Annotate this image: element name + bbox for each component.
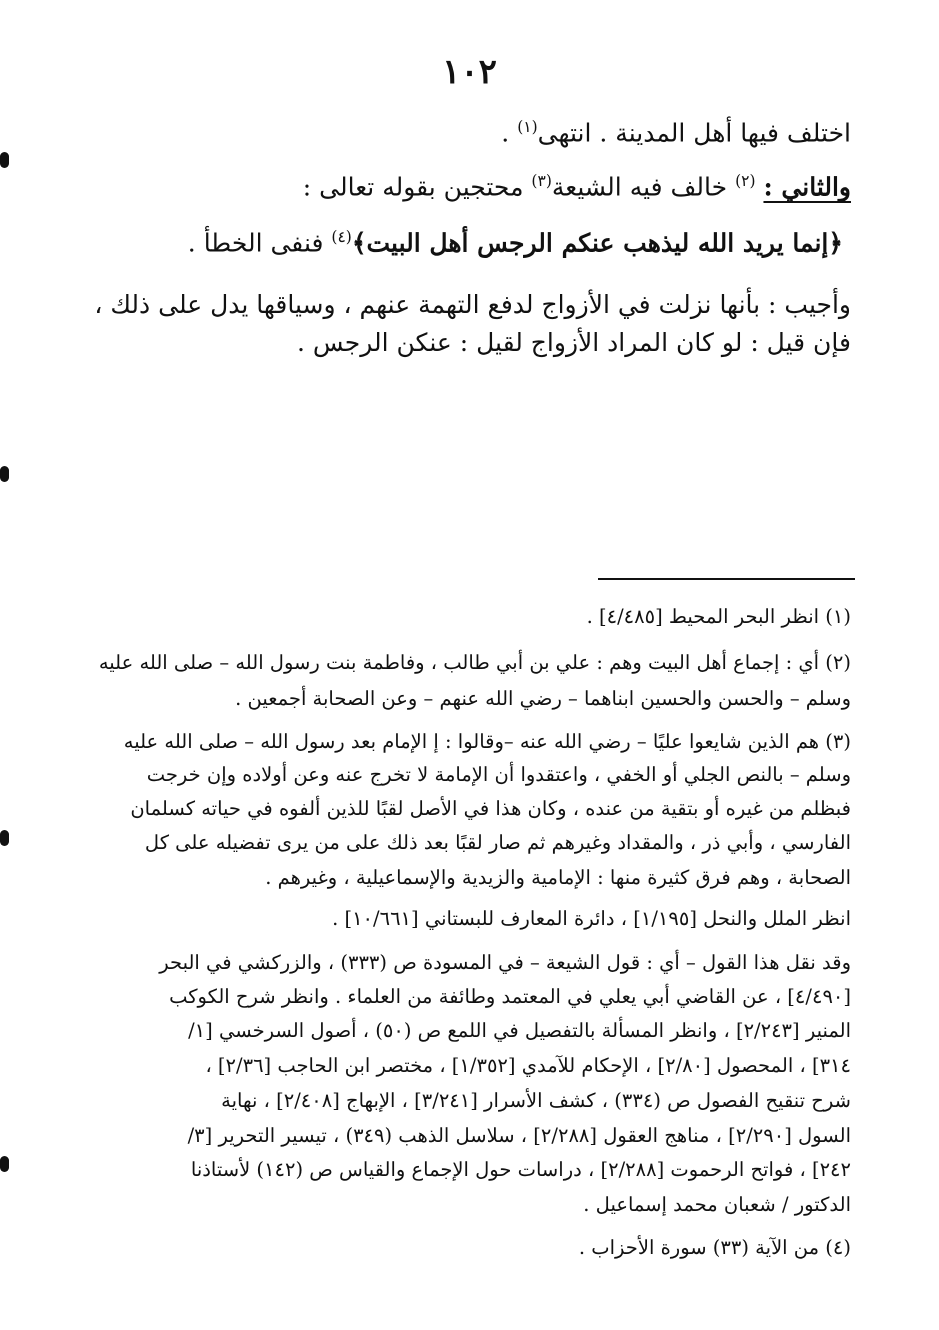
footnote-line: ٢٤٢] ، فواتح الرحموت [٢/٢٨٨] ، دراسات حول الإجماع والقياس ص (١٤٢) لأستاذنا	[190, 1158, 851, 1181]
scan-edge-mark	[0, 152, 9, 168]
footnote-line: [٤/٤٩٠] ، عن القاضي أبي يعلي في المعتمد وطائفة من العلماء . وانظر شرح الكوكب	[169, 985, 851, 1008]
footnote-line: انظر الملل والنحل [١/١٩٥] ، دائرة المعارف للبستاني [١٠/٦٦١] .	[332, 907, 851, 930]
scan-edge-mark	[0, 1156, 9, 1172]
body-line-5: فإن قيل : لو كان المراد الأزواج لقيل : عنكن الرجس .	[296, 328, 851, 357]
footnote-line: الدكتور / شعبان محمد إسماعيل .	[583, 1193, 851, 1216]
verse-after-text: فنفى الخطأ .	[187, 228, 324, 258]
footnote-line: السول [٢/٢٩٠] ، مناهج العقول [٢/٢٨٨] ، سلاسل الذهب (٣٤٩) ، تيسير التحرير [٣/	[187, 1124, 851, 1147]
body-line-1-end: .	[501, 118, 510, 148]
body-line-2-text-a: خالف فيه الشيعة	[551, 172, 728, 202]
footnote-line: الصحابة ، وهم فرق كثيرة منها : الإمامية والزيدية والإسماعيلية ، وغيرهم .	[265, 866, 851, 889]
quran-verse-line	[188, 228, 843, 257]
body-line-2-text-b: محتجين بقوله تعالى :	[302, 172, 524, 202]
body-line-1-text: اختلف فيها أهل المدينة . انتهى	[537, 118, 851, 148]
footnote-line: وسلم – والحسن والحسين ابناهما – رضي الله عنهم – وعن الصحابة أجمعين .	[235, 687, 851, 710]
footnote-line: وقد نقل هذا القول – أي : قول الشيعة – في المسودة ص (٣٣٣) ، والزركشي في البحر	[159, 951, 851, 974]
footnote-line: (٢) أي : إجماع أهل البيت وهم : علي بن أبي طالب ، وفاطمة بنت رسول الله – صلى الله عليه	[98, 651, 851, 674]
footnote-line: فبظلم من غيره أو بتقية من عنده ، وكان هذا في الأصل لقبًا للذين ألفوه في حياته كسلمان	[130, 797, 851, 820]
body-line-1	[501, 118, 851, 147]
quran-verse: ﴿إنما يريد الله ليذهب عنكم الرجس أهل البيت﴾	[351, 228, 843, 258]
footnote-line: (٣) هم الذين شايعوا عليًا – رضي الله عنه –وقالوا : إ الإمام بعد رسول الله – صلى الله عليه	[123, 730, 851, 753]
footnote-separator	[598, 578, 855, 580]
footnote-ref-1: (١)	[517, 118, 538, 136]
footnote-ref-3: (٣)	[531, 172, 552, 190]
footnote-line: (١) انظر البحر المحيط [٤/٤٨٥] .	[586, 605, 851, 628]
scan-edge-mark	[0, 466, 9, 482]
footnote-line: وسلم – بالنص الجلي أو الخفي ، واعتقدوا أن الإمامة لا تخرج عنه وعن أولاده وإن خرجت	[146, 763, 851, 786]
footnote-line: (٤) من الآية (٣٣) سورة الأحزاب .	[578, 1236, 851, 1259]
scan-edge-mark	[0, 830, 9, 846]
footnote-line: شرح تنقيح الفصول ص (٣٣٤) ، كشف الأسرار [٣/٢٤١] ، الإبهاج [٢/٤٠٨] ، نهاية	[221, 1089, 851, 1112]
body-line-2	[303, 172, 851, 201]
footnote-line: الفارسي ، وأبي ذر ، والمقداد وغيرهم ثم صار لقبًا بعد ذلك على من يرى تفضيله على كل	[144, 831, 851, 854]
footnote-ref-4: (٤)	[331, 228, 352, 246]
footnote-ref-2: (٢)	[735, 172, 756, 190]
section-heading-second: والثاني :	[763, 172, 851, 202]
body-line-4: وأجيب : بأنها نزلت في الأزواج لدفع التهمة عنهم ، وسياقها يدل على ذلك ،	[94, 290, 851, 319]
footnote-line: المنير [٢/٢٤٣] ، وانظر المسألة بالتفصيل في اللمع ص (٥٠) ، أصول السرخسي [١/	[188, 1019, 851, 1042]
footnote-line: ٣١٤] ، المحصول [٢/٨٠] ، الإحكام للآمدي [١/٣٥٢] ، مختصر ابن الحاجب [٢/٣٦] ،	[205, 1054, 851, 1077]
page-number: ١٠٢	[442, 52, 497, 92]
